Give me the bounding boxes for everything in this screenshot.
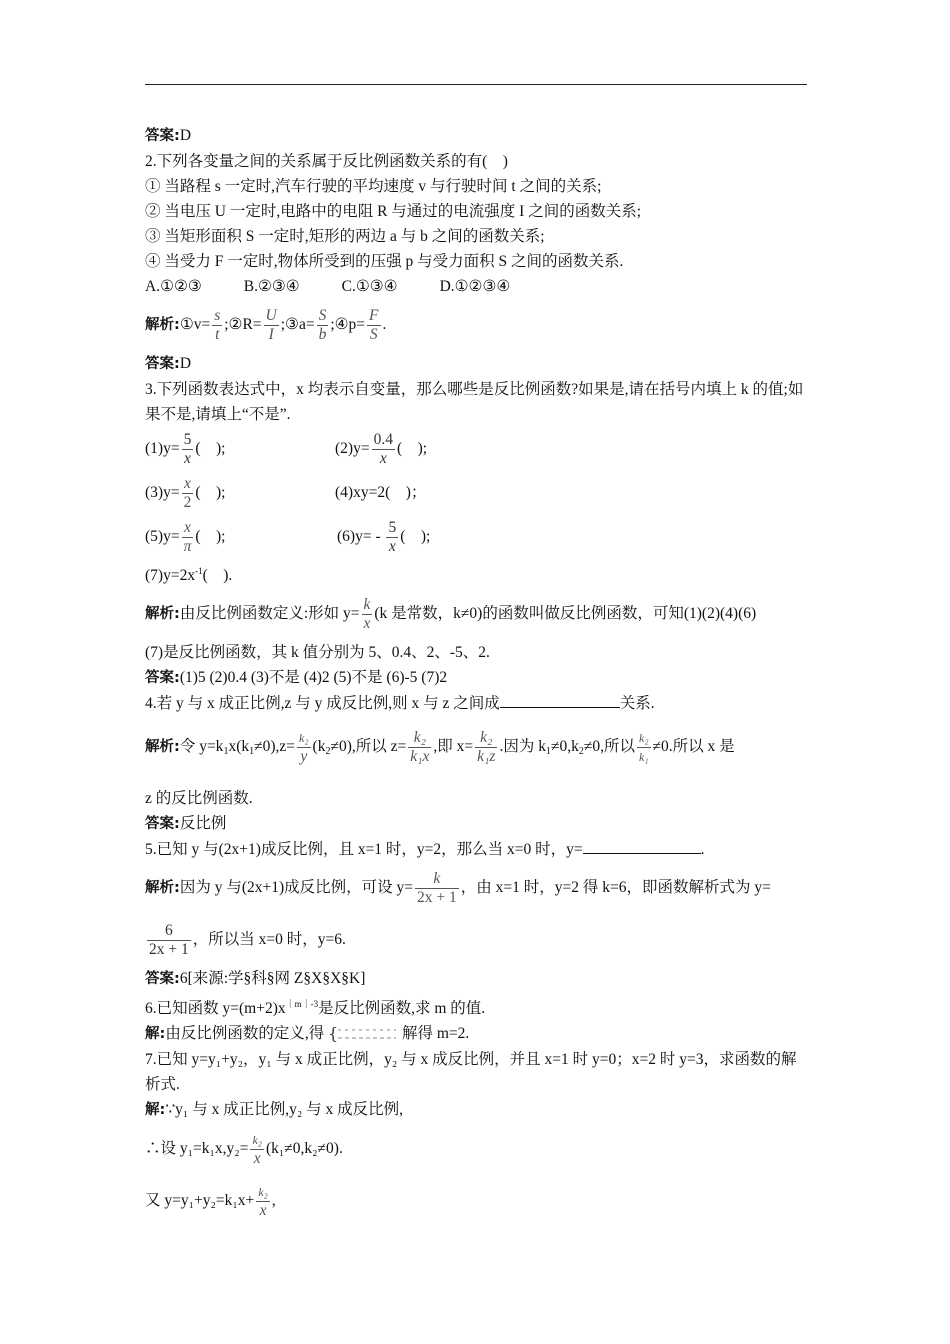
fraction: $\frac{\text{k₂}}{x}$ bbox=[258, 1184, 268, 1219]
fraction: $\frac{s}{t}$ bbox=[214, 306, 221, 343]
q3-answer: 答案:(1)5 (2)0.4 (3)不是 (4)2 (5)不是 (6)-5 (7)2 bbox=[145, 669, 448, 686]
q2-item-3: ③ 当矩形面积 S 一定时,矩形的两边 a 与 b 之间的函数关系; bbox=[145, 228, 545, 245]
q4-analysis-cont: z 的反比例函数. bbox=[145, 790, 253, 807]
fraction: $\frac{k}{x}$ bbox=[363, 595, 371, 632]
fraction: $\frac{\text{k₂}}{\text{k₁}}$ bbox=[639, 730, 649, 764]
document-body bbox=[145, 123, 810, 1227]
q2-option-b: B.②③④ bbox=[243, 278, 300, 295]
fraction: $\frac{\text{k₂}}{y}$ bbox=[299, 730, 309, 765]
q1-answer: 答案:D bbox=[145, 127, 192, 144]
q2-option-d: D.①②③④ bbox=[439, 278, 511, 295]
q2-answer: 答案:D bbox=[145, 355, 192, 372]
answer-blank bbox=[583, 839, 701, 854]
q5-analysis-cont: $\frac{6}{2x + 1}$ ，所以当 x=0 时，y=6. bbox=[149, 921, 346, 958]
q7-stem: 7.已知 y=y₁+y₂，y₁ 与 x 成正比例，y₂ 与 x 成反比例，并且 x=1 时 y=0；x=2 时 y=3，求函数的解析式. bbox=[145, 1051, 797, 1093]
fraction: $\frac{0.4}{x}$ bbox=[373, 430, 393, 467]
q3-analysis-cont: (7)是反比例函数，其 k 值分别为 5、0.4、2、-5、2. bbox=[145, 644, 490, 661]
header-rule bbox=[145, 84, 807, 85]
q4-answer: 答案:反比例 bbox=[145, 815, 227, 832]
fraction: $\frac{\text{k₂}}{x}$ bbox=[252, 1132, 262, 1167]
q2-option-c: C.①③④ bbox=[341, 278, 398, 295]
q4-analysis: 解析:令 $y=k_1x(k_1\ne 0),z=$ $\frac{\text{k₂}}{y}$ $(k_2\ne 0)$,所以 z= $\frac{\text{k₂}}{\text{k₁x}}$ ,即 x= $\frac{\text{k₂}}{\text{k₁z}}$ .因为 $k_1\ne 0,k_2\ne 0$,所以 $\frac{\text{k₂}}{\text{k₁}}$ ≠0.所以 x 是 bbox=[145, 728, 735, 765]
q6-solution: 解:由反比例函数的定义,得 { 解得 m=2. bbox=[145, 1025, 470, 1043]
fraction: $\frac{5}{x}$ bbox=[388, 518, 397, 555]
q2-option-a: A.①②③ bbox=[145, 278, 202, 295]
fraction: $\frac{S}{b}$ bbox=[318, 306, 327, 343]
fraction: $\frac{U}{I}$ bbox=[265, 306, 277, 343]
equation-system-image bbox=[328, 1026, 398, 1042]
q5-analysis: 解析:因为 y 与(2x+1)成反比例，可设 y= $\frac{k}{2x + 1}$ ，由 x=1 时，y=2 得 k=6，即函数解析式为 y= bbox=[145, 869, 771, 906]
q4-stem: 4.若 y 与 x 成正比例,z 与 y 成反比例,则 x 与 z 之间成 关系. bbox=[145, 695, 655, 712]
fraction: $\frac{\text{k₂}}{\text{k₁z}}$ bbox=[477, 728, 496, 765]
svg-text:{: { bbox=[328, 1026, 339, 1043]
fraction: $\frac{5}{x}$ bbox=[183, 430, 192, 467]
q3-row-1: (1)y= $\frac{5}{x}$ ( ); (2)y= $\frac{0.4}{x}$ ( ); bbox=[145, 430, 428, 467]
q2-options bbox=[145, 274, 810, 299]
answer-blank bbox=[500, 693, 620, 708]
q3-row-2: (3)y= $\frac{x}{2}$ ( ); (4)xy=2( )； bbox=[145, 474, 427, 511]
q3-row-3: (5)y= $\frac{x}{\pi}$ ( ); (6)y= - $\frac{5}{x}$ ( ); bbox=[145, 518, 431, 555]
q5-answer: 答案:6[来源:学§科§网 Z§X§X§K] bbox=[145, 970, 366, 987]
q2-item-2: ② 当电压 U 一定时,电路中的电阻 R 与通过的电流强度 I 之间的函数关系; bbox=[145, 203, 642, 220]
q3-stem: 3.下列函数表达式中，x 均表示自变量，那么哪些是反比例函数?如果是,请在括号内填上 k 的值;如果不是,请填上“不是”. bbox=[145, 381, 804, 423]
fraction: $\frac{k}{2x + 1}$ bbox=[417, 869, 457, 906]
q2-item-4: ④ 当受力 F 一定时,物体所受到的压强 p 与受力面积 S 之间的函数关系. bbox=[145, 253, 624, 270]
q3-row-4: $(7)y=2x^{-1}$( ). bbox=[145, 566, 233, 584]
fraction: $\frac{\text{k₂}}{\text{k₁x}}$ bbox=[410, 728, 430, 765]
fraction: $\frac{6}{2x + 1}$ bbox=[149, 921, 189, 958]
q7-solution-1: 解:∵y₁ 与 x 成正比例,y₂ 与 x 成反比例, bbox=[145, 1101, 403, 1118]
q7-solution-3: 又 y=y₁+y₂=k₁x+ $\frac{\text{k₂}}{x}$ , bbox=[145, 1184, 276, 1219]
fraction: $\frac{F}{S}$ bbox=[369, 306, 379, 343]
q2-item-1: ① 当路程 s 一定时,汽车行驶的平均速度 v 与行驶时间 t 之间的关系; bbox=[145, 178, 602, 195]
q7-solution-2: ∴设 y₁=k₁x,y₂= $\frac{\text{k₂}}{x}$ (k₁≠0,k₂≠0). bbox=[145, 1132, 343, 1167]
q5-stem: 5.已知 y 与(2x+1)成反比例，且 x=1 时，y=2，那么当 x=0 时，y= . bbox=[145, 841, 705, 858]
q2-stem: 2.下列各变量之间的关系属于反比例函数关系的有( ) bbox=[145, 153, 508, 170]
q6-stem: 6.已知函数 $y=(m+2)x^{|m|-3}$是反比例函数,求 m 的值. bbox=[145, 999, 486, 1017]
fraction: $\frac{x}{\pi}$ bbox=[183, 518, 192, 555]
fraction: $\frac{x}{2}$ bbox=[183, 474, 192, 511]
q3-analysis: 解析:由反比例函数定义:形如 y= $\frac{k}{x}$ (k 是常数，k≠0)的函数叫做反比例函数，可知(1)(2)(4)(6) bbox=[145, 595, 757, 632]
q2-analysis: 解析:①v= $\frac{s}{t}$ ;②R= $\frac{U}{I}$ ;③a= $\frac{S}{b}$ ;④p= $\frac{F}{S}$ . bbox=[145, 306, 387, 343]
